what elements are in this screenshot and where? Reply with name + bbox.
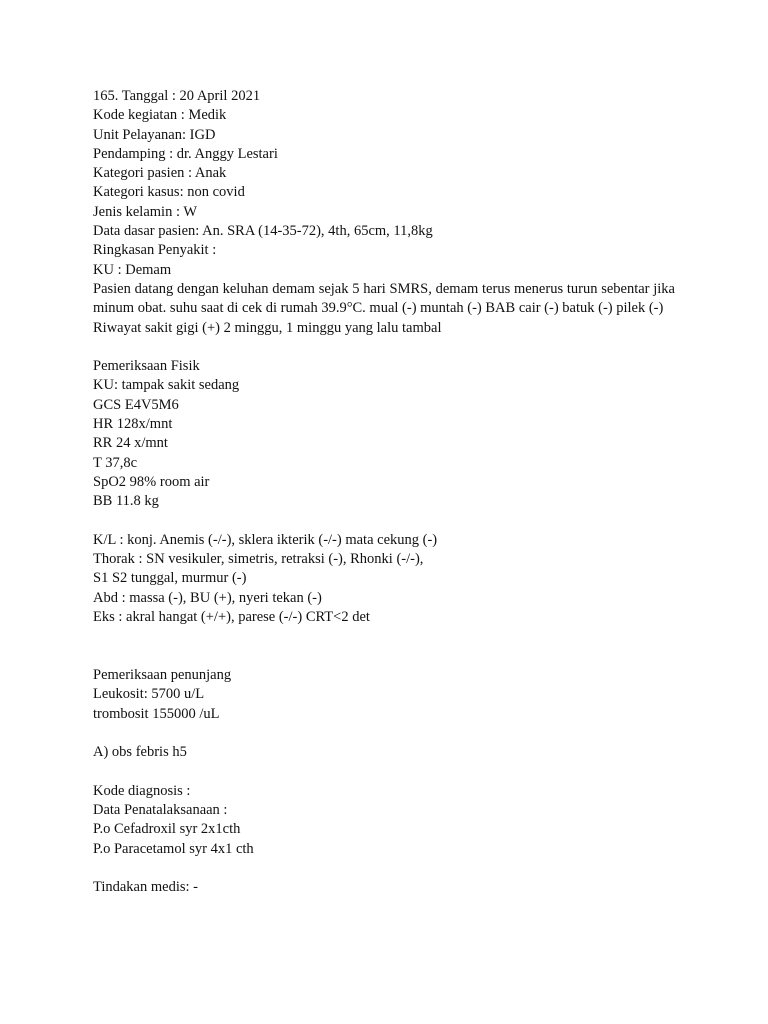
spacer xyxy=(93,338,675,357)
spacer xyxy=(93,762,675,781)
status-lokalis-item: Eks : akral hangat (+/+), parese (-/-) CRT<2 det xyxy=(93,609,370,626)
ringkasan-riwayat: Riwayat sakit gigi (+) 2 minggu, 1 minggu yang lalu tambal xyxy=(93,319,442,336)
penatalaksanaan-title: Data Penatalaksanaan : xyxy=(93,801,228,818)
header-tanggal: 165. Tanggal : 20 April 2021 xyxy=(93,88,261,104)
header-unit-pelayanan: Unit Pelayanan: IGD xyxy=(93,126,216,143)
pemeriksaan-fisik-item: HR 128x/mnt xyxy=(93,416,173,433)
assessment: A) obs febris h5 xyxy=(93,744,187,761)
status-lokalis-item: S1 S2 tunggal, murmur (-) xyxy=(93,570,247,587)
pemeriksaan-fisik-item: RR 24 x/mnt xyxy=(93,435,168,452)
penunjang-item: trombosit 155000 /uL xyxy=(93,705,220,722)
kode-diagnosis: Kode diagnosis : xyxy=(93,782,191,799)
penunjang-title: Pemeriksaan penunjang xyxy=(93,666,232,683)
tindakan-medis: Tindakan medis: - xyxy=(93,879,198,896)
pemeriksaan-fisik-item: T 37,8c xyxy=(93,454,138,471)
pemeriksaan-fisik-item: KU: tampak sakit sedang xyxy=(93,377,240,394)
ringkasan-title: Ringkasan Penyakit : xyxy=(93,242,217,259)
ringkasan-ku: KU : Demam xyxy=(93,261,172,278)
pemeriksaan-fisik-item: GCS E4V5M6 xyxy=(93,396,179,413)
status-lokalis-item: K/L : konj. Anemis (-/-), sklera ikterik (-/-) mata cekung (-) xyxy=(93,531,438,548)
pemeriksaan-fisik-item: SpO2 98% room air xyxy=(93,473,210,490)
ringkasan-narrative: Pasien datang dengan keluhan demam sejak 5 hari SMRS, demam terus menerus turun sebentar jika minum obat. suhu saat di cek di rumah 39.9°C. mual (-) muntah (-) BAB cair (-) batuk (-) pilek (-) xyxy=(93,280,675,317)
header-pendamping: Pendamping : dr. Anggy Lestari xyxy=(93,145,278,162)
spacer xyxy=(93,859,675,878)
header-kode-kegiatan: Kode kegiatan : Medik xyxy=(93,107,227,124)
header-kategori-kasus: Kategori kasus: non covid xyxy=(93,184,245,201)
status-lokalis-item: Abd : massa (-), BU (+), nyeri tekan (-) xyxy=(93,589,322,606)
header-jenis-kelamin: Jenis kelamin : W xyxy=(93,203,198,220)
obat-item: P.o Paracetamol syr 4x1 cth xyxy=(93,840,254,857)
spacer xyxy=(93,627,675,666)
penunjang-item: Leukosit: 5700 u/L xyxy=(93,686,205,703)
header-data-dasar: Data dasar pasien: An. SRA (14-35-72), 4th, 65cm, 11,8kg xyxy=(93,223,433,240)
spacer xyxy=(93,512,675,531)
pemeriksaan-fisik-item: BB 11.8 kg xyxy=(93,493,159,510)
obat-item: P.o Cefadroxil syr 2x1cth xyxy=(93,821,241,838)
status-lokalis-item: Thorak : SN vesikuler, simetris, retraksi (-), Rhonki (-/-), xyxy=(93,551,424,568)
spacer xyxy=(93,724,675,743)
header-kategori-pasien: Kategori pasien : Anak xyxy=(93,165,227,182)
pemeriksaan-fisik-title: Pemeriksaan Fisik xyxy=(93,358,200,375)
document-page xyxy=(93,87,675,897)
